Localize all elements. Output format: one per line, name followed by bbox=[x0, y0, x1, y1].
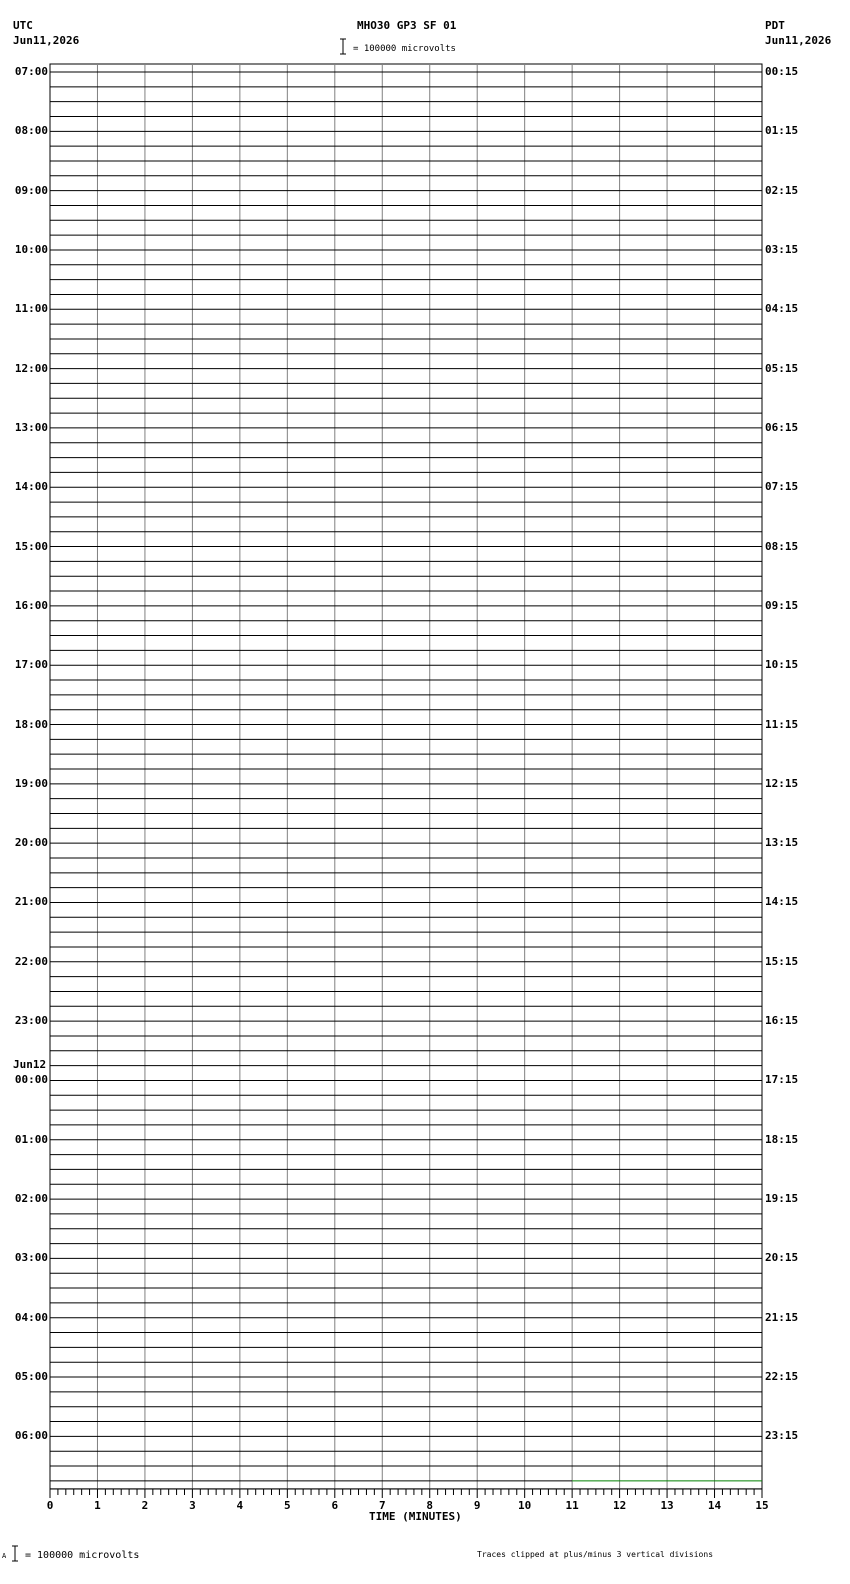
pdt-hour-label: 14:15 bbox=[765, 895, 799, 909]
pdt-hour-label: 19:15 bbox=[765, 1192, 799, 1206]
pdt-hour-label: 11:15 bbox=[765, 717, 799, 731]
utc-hour-label: 01:00 bbox=[14, 1132, 48, 1146]
pdt-hour-label: 20:15 bbox=[765, 1251, 799, 1265]
utc-hour-label: 02:00 bbox=[14, 1192, 48, 1206]
x-axis-label: TIME (MINUTES) bbox=[369, 1510, 462, 1523]
clip-note: Traces clipped at plus/minus 3 vertical divisions bbox=[477, 1550, 714, 1559]
x-tick-label: 14 bbox=[707, 1499, 722, 1512]
utc-hour-label: 11:00 bbox=[14, 302, 48, 316]
pdt-hour-label: 06:15 bbox=[765, 420, 799, 434]
pdt-label: PDT bbox=[765, 19, 785, 32]
x-tick-label: 2 bbox=[141, 1499, 149, 1512]
x-tick-label: 6 bbox=[331, 1499, 339, 1512]
utc-hour-label: 03:00 bbox=[14, 1251, 48, 1265]
utc-date: Jun11,2026 bbox=[13, 34, 80, 47]
date-change-label: Jun12 bbox=[13, 1058, 47, 1072]
footer-scale-bar-icon bbox=[10, 1545, 20, 1563]
utc-hour-label: 23:00 bbox=[14, 1014, 48, 1028]
pdt-hour-label: 08:15 bbox=[765, 539, 799, 553]
utc-hour-label: 07:00 bbox=[14, 65, 48, 78]
pdt-hour-label: 09:15 bbox=[765, 598, 799, 612]
pdt-hour-label: 13:15 bbox=[765, 836, 799, 850]
x-tick-label: 7 bbox=[378, 1499, 386, 1512]
pdt-hour-label: 21:15 bbox=[765, 1310, 799, 1324]
pdt-hour-label: 04:15 bbox=[765, 302, 799, 316]
utc-hour-label: 12:00 bbox=[14, 361, 48, 375]
pdt-hour-label: 18:15 bbox=[765, 1132, 799, 1146]
footer-scale-prefix: A bbox=[2, 1552, 7, 1560]
x-tick-label: 8 bbox=[426, 1499, 434, 1512]
utc-hour-label: 22:00 bbox=[14, 954, 48, 968]
pdt-hour-label: 10:15 bbox=[765, 658, 799, 672]
utc-hour-label: 14:00 bbox=[14, 480, 48, 494]
utc-hour-label: 18:00 bbox=[14, 717, 48, 731]
utc-hour-label: 19:00 bbox=[14, 776, 48, 790]
plot-frame bbox=[50, 64, 762, 1489]
x-tick-label: 9 bbox=[473, 1499, 481, 1512]
utc-hour-label: 04:00 bbox=[14, 1310, 48, 1324]
x-tick-label: 0 bbox=[46, 1499, 54, 1512]
utc-hour-label: 09:00 bbox=[14, 183, 48, 197]
utc-hour-label: 00:00 bbox=[14, 1073, 48, 1087]
pdt-hour-label: 15:15 bbox=[765, 954, 799, 968]
pdt-hour-label: 23:15 bbox=[765, 1429, 799, 1443]
pdt-hour-label: 01:15 bbox=[765, 124, 799, 138]
scale-text: = 100000 microvolts bbox=[353, 44, 456, 54]
x-tick-label: 1 bbox=[94, 1499, 101, 1512]
x-tick-label: 12 bbox=[612, 1499, 627, 1512]
x-tick-label: 10 bbox=[518, 1499, 532, 1512]
x-tick-label: 4 bbox=[236, 1499, 244, 1512]
pdt-hour-label: 05:15 bbox=[765, 361, 799, 375]
x-tick-label: 11 bbox=[565, 1499, 579, 1512]
utc-hour-label: 16:00 bbox=[14, 598, 48, 612]
pdt-hour-label: 17:15 bbox=[765, 1073, 799, 1087]
x-tick-label: 15 bbox=[755, 1499, 769, 1512]
pdt-date: Jun11,2026 bbox=[765, 34, 832, 47]
pdt-hour-label: 16:15 bbox=[765, 1014, 799, 1028]
pdt-hour-label: 12:15 bbox=[765, 776, 799, 790]
utc-hour-label: 10:00 bbox=[14, 242, 48, 256]
x-tick-label: 3 bbox=[189, 1499, 196, 1512]
utc-hour-label: 08:00 bbox=[14, 124, 48, 138]
utc-hour-label: 20:00 bbox=[14, 836, 48, 850]
x-tick-label: 13 bbox=[660, 1499, 674, 1512]
chart-title: MHO30 GP3 SF 01 bbox=[357, 19, 457, 32]
pdt-hour-label: 03:15 bbox=[765, 242, 799, 256]
utc-hour-label: 17:00 bbox=[14, 658, 48, 672]
pdt-hour-label: 00:15 bbox=[765, 65, 799, 78]
utc-hour-label: 06:00 bbox=[14, 1429, 48, 1443]
footer-scale-text: = 100000 microvolts bbox=[25, 1550, 140, 1561]
utc-label: UTC bbox=[13, 19, 33, 32]
pdt-hour-label: 07:15 bbox=[765, 480, 799, 494]
x-tick-label: 5 bbox=[284, 1499, 291, 1512]
utc-hour-label: 21:00 bbox=[14, 895, 48, 909]
utc-hour-label: 15:00 bbox=[14, 539, 48, 553]
pdt-hour-label: 02:15 bbox=[765, 183, 799, 197]
utc-hour-label: 13:00 bbox=[14, 420, 48, 434]
utc-hour-label: 05:00 bbox=[14, 1370, 48, 1384]
pdt-hour-label: 22:15 bbox=[765, 1370, 799, 1384]
